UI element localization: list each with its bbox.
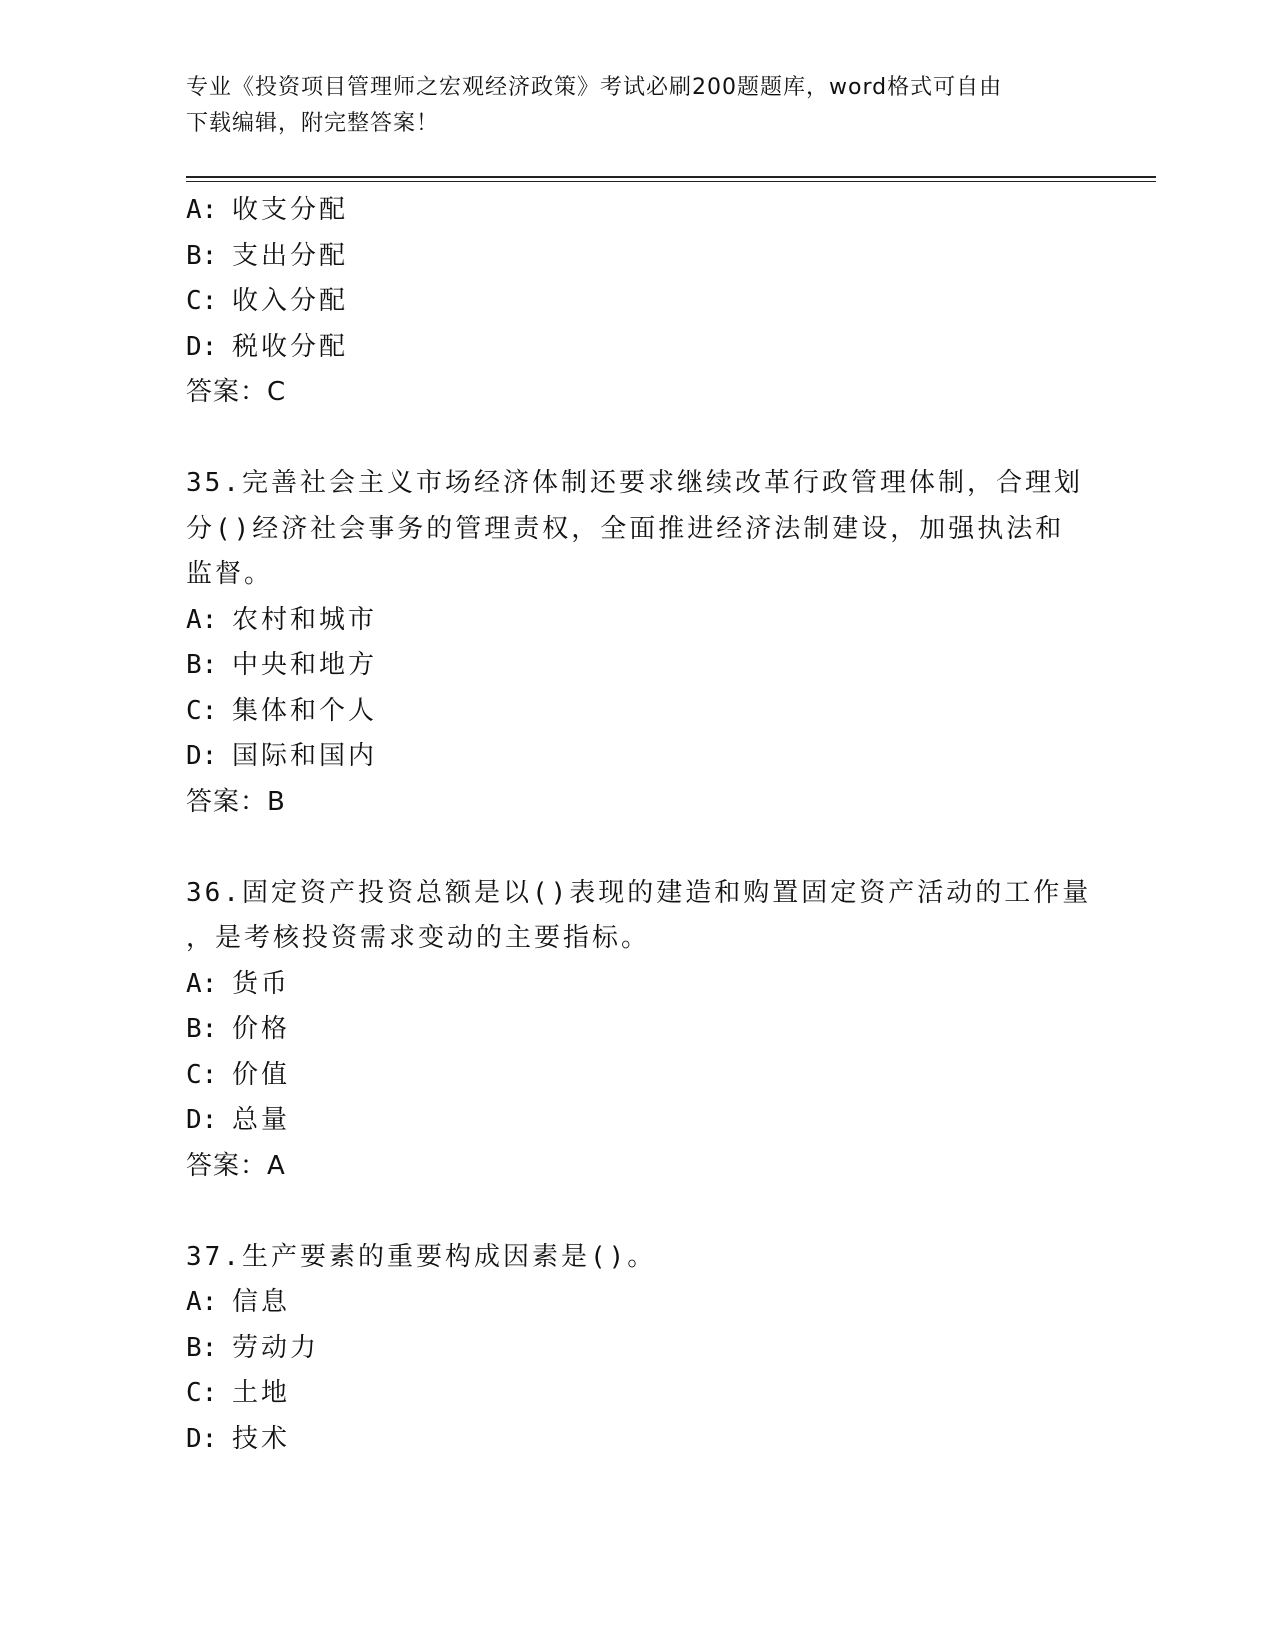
option-b — [186, 643, 1086, 689]
option-letter: C: — [186, 1059, 218, 1090]
option-letter: D: — [186, 331, 218, 362]
intro-line-2: 下载编辑，附完整答案！ — [186, 111, 440, 136]
question-stem-line: 监督。 — [186, 559, 274, 589]
question-stem-line: 36.固定资产投资总额是以()表现的建造和购置固定资产活动的工作量 — [186, 877, 1092, 908]
intro-line-1: 专业《投资项目管理师之宏观经济政策》考试必刷200题题库，word格式可自由 — [186, 75, 1003, 100]
option-text: 价格 — [232, 1014, 291, 1044]
option-d — [186, 1417, 1086, 1463]
question-stem-line: 37.生产要素的重要构成因素是()。 — [186, 1241, 657, 1272]
option-letter: C: — [186, 1378, 218, 1408]
option-d — [186, 734, 1086, 780]
option-text: 国际和国内 — [232, 741, 378, 771]
option-text: 集体和个人 — [232, 695, 378, 726]
option-letter: D: — [186, 741, 218, 771]
question-stem-line: 35.完善社会主义市场经济体制还要求继续改革行政管理体制，合理划 — [186, 468, 1083, 498]
option-text: 劳动力 — [232, 1332, 320, 1363]
option-text: 支出分配 — [232, 240, 349, 271]
option-letter: B: — [186, 650, 218, 680]
question-gap — [186, 1189, 1086, 1235]
option-text: 信息 — [232, 1287, 291, 1317]
option-letter: D: — [186, 1105, 218, 1135]
header-divider-thick — [186, 176, 1156, 178]
option-b — [186, 1007, 1086, 1053]
option-a — [186, 1280, 1086, 1326]
option-text: 收支分配 — [232, 195, 349, 225]
option-letter: B: — [186, 1014, 218, 1044]
option-text: 税收分配 — [232, 331, 349, 362]
option-letter: A: — [186, 604, 218, 635]
option-letter: A: — [186, 968, 218, 999]
option-c — [186, 689, 1086, 735]
option-text: 价值 — [232, 1059, 291, 1090]
answer-line: 答案：C — [186, 377, 287, 407]
option-d — [186, 325, 1086, 371]
option-d — [186, 1098, 1086, 1144]
option-text: 技术 — [232, 1423, 291, 1454]
option-b — [186, 234, 1086, 280]
header-divider-thin — [186, 181, 1156, 182]
option-b — [186, 1326, 1086, 1372]
question-36 — [186, 871, 1092, 1190]
question-stem-line: ，是考核投资需求变动的主要指标。 — [186, 923, 651, 953]
answer-line: 答案：A — [186, 1150, 286, 1181]
question-35 — [186, 461, 1086, 825]
question-37 — [186, 1235, 1086, 1463]
option-c — [186, 279, 1086, 325]
option-letter: C: — [186, 695, 218, 726]
question-stem-line: 分()经济社会事务的管理责权，全面推进经济法制建设，加强执法和 — [186, 513, 1065, 544]
option-text: 农村和城市 — [232, 604, 378, 635]
option-a — [186, 962, 1086, 1008]
option-letter: C: — [186, 286, 218, 316]
option-letter: A: — [186, 195, 218, 225]
answer-line: 答案：B — [186, 786, 286, 817]
option-a — [186, 598, 1086, 644]
option-text: 土地 — [232, 1378, 291, 1408]
option-letter: B: — [186, 1332, 218, 1363]
option-c — [186, 1053, 1086, 1099]
document-intro — [186, 70, 1086, 142]
option-a — [186, 188, 1086, 234]
option-text: 总量 — [232, 1105, 291, 1135]
option-letter: D: — [186, 1423, 218, 1454]
option-text: 中央和地方 — [232, 650, 378, 680]
option-text: 收入分配 — [232, 286, 349, 316]
question-34 — [186, 188, 1086, 416]
option-letter: B: — [186, 240, 218, 271]
option-text: 货币 — [232, 968, 291, 999]
question-gap — [186, 825, 1086, 871]
option-letter: A: — [186, 1287, 218, 1317]
option-c — [186, 1371, 1086, 1417]
question-list — [186, 188, 1092, 1462]
question-gap — [186, 416, 1086, 462]
